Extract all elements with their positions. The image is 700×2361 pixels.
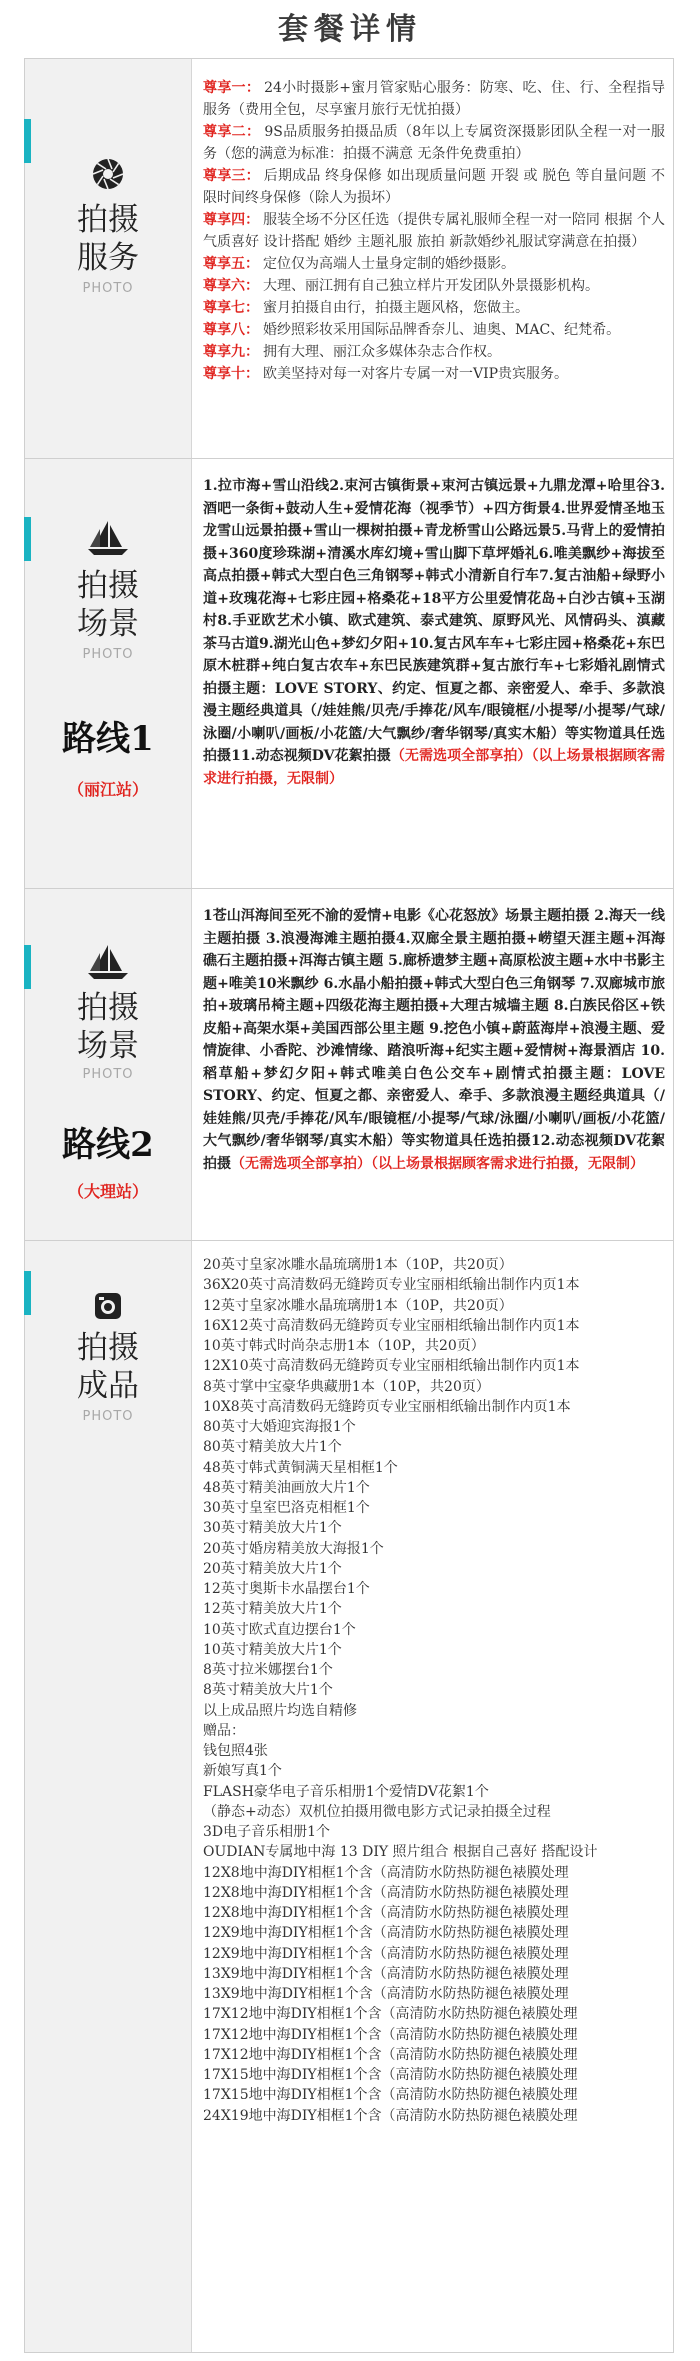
page-title: 套餐详情 — [278, 12, 422, 47]
photo-watermark: PHOTO — [82, 647, 134, 662]
product-item: （静态+动态）双机位拍摄用微电影方式记录拍摄全过程 — [203, 1803, 551, 1820]
service-content — [203, 77, 665, 385]
service-row — [24, 59, 674, 459]
photo-watermark: PHOTO — [82, 1067, 134, 1082]
product-item: 17X12地中海DIY相框1个含（高清防水防热防褪色裱膜处理 — [203, 2046, 578, 2063]
photo-watermark: PHOTO — [82, 1409, 134, 1424]
product-item: 钱包照4张 — [203, 1743, 268, 1759]
service-item: 尊享八： 婚纱照彩妆采用国际品牌香奈儿、迪奥、MAC、纪梵希。 — [203, 322, 621, 338]
route2-label-cell — [25, 889, 192, 1240]
product-item: 80英寸精美放大片1个 — [203, 1439, 342, 1456]
camera-icon — [25, 1291, 191, 1321]
route2-note2: （以上场景根据顾客需求进行拍摄，无限制） — [371, 1155, 644, 1172]
service-item: 尊享十： 欧美坚持对每一对客片专属一对一VIP贵宾服务。 — [203, 366, 569, 382]
category-line-2: 成品 — [77, 1368, 139, 1404]
sailboat-icon — [25, 517, 191, 557]
product-item: 8英寸精美放大片1个 — [203, 1682, 333, 1699]
product-item: 以上成品照片均选自精修 — [203, 1702, 357, 1719]
product-item: 12X10英寸高清数码无缝跨页专业宝丽相纸输出制作内页1本 — [203, 1358, 580, 1375]
product-item: 12X8地中海DIY相框1个含（高清防水防热防褪色裱膜处理 — [203, 1884, 569, 1901]
product-item: 12英寸精美放大片1个 — [203, 1601, 342, 1618]
product-item: 12X8地中海DIY相框1个含（高清防水防热防褪色裱膜处理 — [203, 1905, 569, 1921]
service-item: 尊享一： 24小时摄影+蜜月管家贴心服务：防寒、吃、住、行、全程指导服务（费用全包，尽享蜜月旅行无忧拍摄） — [203, 80, 665, 118]
product-item: 12英寸皇家冰雕水晶琉璃册1本（10P，共20页） — [203, 1297, 513, 1314]
product-item: 17X12地中海DIY相框1个含（高清防水防热防褪色裱膜处理 — [203, 2026, 578, 2043]
product-item: 24X19地中海DIY相框1个含（高清防水防热防褪色裱膜处理 — [203, 2107, 578, 2124]
product-item: 12X9地中海DIY相框1个含（高清防水防热防褪色裱膜处理 — [203, 1925, 569, 1942]
route2-content — [203, 905, 665, 1175]
sailboat-icon — [25, 941, 191, 981]
service-item: 尊享二： 9S品质服务拍摄品质（8年以上专属资深摄影团队全程一对一服务（您的满意为标准：拍摄不满意 无条件免费重拍） — [203, 124, 666, 162]
product-item: 12英寸奥斯卡水晶摆台1个 — [203, 1581, 370, 1597]
route1-name: 路线1 — [62, 719, 154, 759]
product-item: 10英寸精美放大片1个 — [203, 1641, 342, 1658]
product-item: 8英寸掌中宝豪华典藏册1本（10P，共20页） — [203, 1378, 490, 1395]
products-row — [24, 1241, 674, 2353]
category-line-1: 拍摄 — [77, 990, 139, 1026]
product-item: OUDIAN专属地中海 13 DIY 照片组合 根据自己喜好 搭配设计 — [203, 1844, 598, 1861]
product-item: 16X12英寸高清数码无缝跨页专业宝丽相纸输出制作内页1本 — [203, 1317, 580, 1334]
route2-row — [24, 889, 674, 1241]
product-item: 20英寸皇家冰雕水晶琉璃册1本（10P，共20页） — [203, 1257, 513, 1273]
product-item: 20英寸婚房精美放大海报1个 — [203, 1540, 384, 1557]
category-line-1: 拍摄 — [77, 1330, 139, 1366]
product-item: 3D电子音乐相册1个 — [203, 1824, 331, 1840]
category-line-2: 场景 — [77, 606, 139, 642]
product-item: 新娘写真1个 — [203, 1763, 282, 1780]
product-item: 17X12地中海DIY相框1个含（高清防水防热防褪色裱膜处理 — [203, 2006, 578, 2023]
products-category-label — [25, 1329, 191, 1405]
service-item: 尊享七： 蜜月拍摄自由行，拍摄主题风格，您做主。 — [203, 300, 529, 316]
product-item: 17X15地中海DIY相框1个含（高清防水防热防褪色裱膜处理 — [203, 2067, 578, 2083]
product-item: FLASH豪华电子音乐相册1个爱情DV花絮1个 — [203, 1783, 489, 1800]
service-item: 尊享六： 大理、丽江拥有自己独立样片开发团队外景摄影机构。 — [203, 278, 599, 294]
category-line-2: 场景 — [77, 1028, 139, 1064]
photo-watermark: PHOTO — [82, 281, 134, 296]
route1-body: 1.拉市海+雪山沿线2.束河古镇街景+束河古镇远景+九鼎龙潭+哈里谷3.酒吧一条街+鼓动人生+爱情花海（视季节）+四方街景4.世界爱情圣地玉龙雪山远景拍摄+雪山一棵树拍摄+青龙桥雪山公路远景5.马背上的爱情拍摄+360度珍珠湖+清溪水库幻境+雪山脚下草坪婚礼6.唯美飘纱+海拔至高点拍摄+韩式大型白色三角钢琴+韩式小清新自行车7.复古油船+绿野小道+玫瑰花海+七彩庄园+格桑花+18平方公里爱情花岛+白沙古镇+玉湖村8.手亚欧艺术小镇、欧式建筑、泰式建筑、原野风光、风情码头、滇藏茶马古道9.湖光山色+梦幻夕阳+10.复古风车车+七彩庄园+格桑花+东巴原木桩群+纯白复古农车+东巴民族建筑群+复古旅行车+七彩婚礼剧情式拍摄主题：LOVE STORY、约定、恒夏之都、亲密爱人、牵手、多款浪漫主题经典道具（/娃娃熊/贝壳/手捧花/风车/眼镜框/小提琴/小提琴/气球/泳圈/小喇叭/画板/小花篮/大气飘纱/奢华钢琴/真实木船）等实物道具任选拍摄11.动态视频DV花絮拍摄 — [203, 478, 665, 764]
product-item: 48英寸精美油画放大片1个 — [203, 1479, 370, 1496]
route1-note1: （无需选项全部享拍） — [390, 748, 532, 764]
category-line-1: 拍摄 — [77, 568, 139, 604]
route2-note1: （无需选项全部享拍） — [231, 1155, 371, 1172]
service-item: 尊享三： 后期成品 终身保修 如出现质量问题 开裂 或 脱色 等自量问题 不限时间终身保修（除人为损坏） — [203, 168, 665, 206]
route1-category-label — [25, 567, 191, 643]
product-item: 30英寸精美放大片1个 — [203, 1520, 342, 1537]
service-item: 尊享五： 定位仅为高端人士量身定制的婚纱摄影。 — [203, 256, 515, 272]
route1-station: （丽江站） — [67, 780, 148, 799]
package-table — [24, 58, 674, 2124]
route2-name: 路线2 — [62, 1125, 154, 1165]
product-item: 80英寸大婚迎宾海报1个 — [203, 1419, 356, 1435]
service-label-cell — [25, 59, 192, 458]
product-item: 48英寸韩式黄铜满天星相框1个 — [203, 1459, 398, 1476]
service-category-label — [25, 201, 191, 277]
product-item: 17X15地中海DIY相框1个含（高清防水防热防褪色裱膜处理 — [203, 2087, 578, 2104]
products-label-cell — [25, 1241, 192, 2352]
product-item: 30英寸皇室巴洛克相框1个 — [203, 1500, 370, 1516]
product-item: 12X8地中海DIY相框1个含（高清防水防热防褪色裱膜处理 — [203, 1864, 569, 1881]
products-content — [203, 1255, 665, 2126]
camera-aperture-icon — [25, 157, 191, 191]
product-item: 10英寸欧式直边摆台1个 — [203, 1621, 356, 1638]
product-item: 赠品： — [203, 1722, 245, 1739]
service-item: 尊享九： 拥有大理、丽江众多媒体杂志合作权。 — [203, 344, 501, 360]
product-item: 13X9地中海DIY相框1个含（高清防水防热防褪色裱膜处理 — [203, 1965, 569, 1982]
product-item: 10英寸韩式时尚杂志册1本（10P，共20页） — [203, 1338, 485, 1354]
product-item: 12X9地中海DIY相框1个含（高清防水防热防褪色裱膜处理 — [203, 1945, 569, 1962]
category-line-1: 拍摄 — [77, 202, 139, 238]
route1-label-cell — [25, 459, 192, 888]
route2-category-label — [25, 989, 191, 1065]
product-item: 20英寸精美放大片1个 — [203, 1560, 342, 1577]
route1-note2: （以上场景根据顾客需求进行拍摄，无限制） — [203, 748, 665, 787]
product-item: 8英寸拉米娜摆台1个 — [203, 1662, 333, 1678]
route2-body: 1苍山洱海间至死不渝的爱情+电影《心花怒放》场景主题拍摄 2.海天一线主题拍摄 3.浪漫海滩主题拍摄4.双廊全景主题拍摄+崂望天涯主题+洱海礁石主题拍摄+洱海古镇主题 5.廊桥遗梦主题+高原松波主题+水中书影主题+唯美10米飘纱 6.水晶小船拍摄+韩式大型白色三角钢琴 7.双廊城市旅拍+玻璃吊椅主题+四级花海主题拍摄+大理古城墙主题 8.白族民俗区+铁皮船+高架水渠+美国西部公里主题 9.挖色小镇+蔚蓝海岸+浪漫主题、爱情旋律、小香陀、沙滩情缘、踏浪听海+纪实主题+爱情树+海景酒店 10.稻草船+梦幻夕阳+韩式唯美白色公交车+剧情式拍摄主题：LOVE STORY、约定、恒夏之都、亲密爱人、牵手、多款浪漫主题经典道具（/娃娃熊/贝壳/手捧花/风车/眼镜框/小提琴/气球/泳圈/小喇叭/画板/小花篮/大气飘纱/奢华钢琴/真实木船）等实物道具任选拍摄12.动态视频DV花絮拍摄 — [203, 908, 665, 1172]
product-item: 10X8英寸高清数码无缝跨页专业宝丽相纸输出制作内页1本 — [203, 1398, 571, 1415]
product-item: 36X20英寸高清数码无缝跨页专业宝丽相纸输出制作内页1本 — [203, 1277, 580, 1294]
product-item: 13X9地中海DIY相框1个含（高清防水防热防褪色裱膜处理 — [203, 1986, 569, 2002]
route1-row — [24, 459, 674, 889]
service-item: 尊享四： 服装全场不分区任选（提供专属礼服师全程一对一陪同 根据 个人气质喜好 设计搭配 婚纱 主题礼服 旅拍 新款婚纱礼服试穿满意在拍摄） — [203, 212, 666, 250]
category-line-2: 服务 — [77, 240, 139, 276]
route1-content — [203, 475, 665, 790]
route2-station: （大理站） — [67, 1182, 148, 1201]
